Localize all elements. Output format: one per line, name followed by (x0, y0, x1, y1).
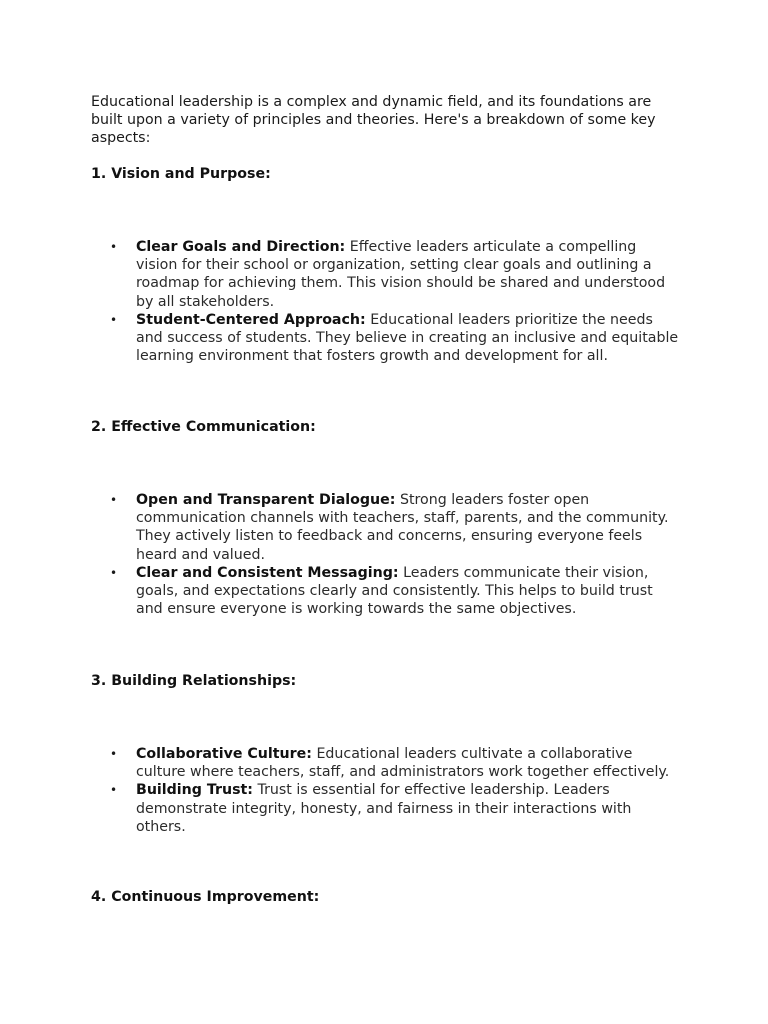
item-text: Leaders communicate their vision, goals, and expectations clearly and consistently. This helps to build trust and ensure everyone is working towards the same objectives. (136, 564, 653, 618)
list-item (91, 238, 681, 311)
bullet-list-relationships (91, 745, 681, 836)
item-term: Clear and Consistent Messaging: (136, 564, 399, 581)
bullet-icon: • (110, 747, 118, 761)
item-text: Educational leaders prioritize the needs and success of students. They believe in creating an inclusive and equitable learning environment that fosters growth and development for all. (136, 311, 679, 365)
list-item (91, 311, 681, 366)
bullet-list-vision (91, 238, 681, 365)
item-term: Collaborative Culture: (136, 746, 312, 762)
item-text: Educational leaders cultivate a collaborative culture where teachers, staff, and administrators work together effectively. (136, 746, 670, 781)
list-item (91, 564, 681, 619)
bullet-icon: • (110, 783, 118, 798)
section-heading-vision: 1. Vision and Purpose: (91, 166, 271, 182)
section-heading-relationships: 3. Building Relationships: (91, 673, 297, 689)
item-term: Building Trust: (136, 782, 253, 799)
item-text: Strong leaders foster open communication channels with teachers, staff, parents, and the community. They actively listen to feedback and concerns, ensuring everyone feels heard and valued. (136, 492, 669, 563)
item-text: Trust is essential for effective leadership. Leaders demonstrate integrity, honesty, and fairness in their interactions with others. (136, 782, 632, 835)
list-item (91, 781, 681, 836)
section-heading-communication: 2. Effective Communication: (91, 419, 316, 435)
item-term: Open and Transparent Dialogue: (136, 492, 396, 508)
bullet-icon: • (110, 312, 118, 327)
list-item (91, 745, 681, 781)
bullet-icon: • (110, 493, 118, 507)
bullet-icon: • (110, 565, 118, 580)
item-text: Effective leaders articulate a compelling vision for their school or organization, setting clear goals and outlining a roadmap for achieving them. This vision should be shared and understood by all stakeholders. (136, 239, 666, 310)
list-item (91, 491, 681, 564)
item-term: Clear Goals and Direction: (136, 239, 346, 255)
intro-paragraph: Educational leadership is a complex and dynamic field, and its foundations are built upon a variety of principles and theories. Here's a breakdown of some key aspects: (91, 94, 656, 147)
item-term: Student-Centered Approach: (136, 311, 366, 328)
bullet-list-communication (91, 491, 681, 618)
section-heading-improvement: 4. Continuous Improvement: (91, 889, 320, 905)
bullet-icon: • (110, 240, 118, 254)
